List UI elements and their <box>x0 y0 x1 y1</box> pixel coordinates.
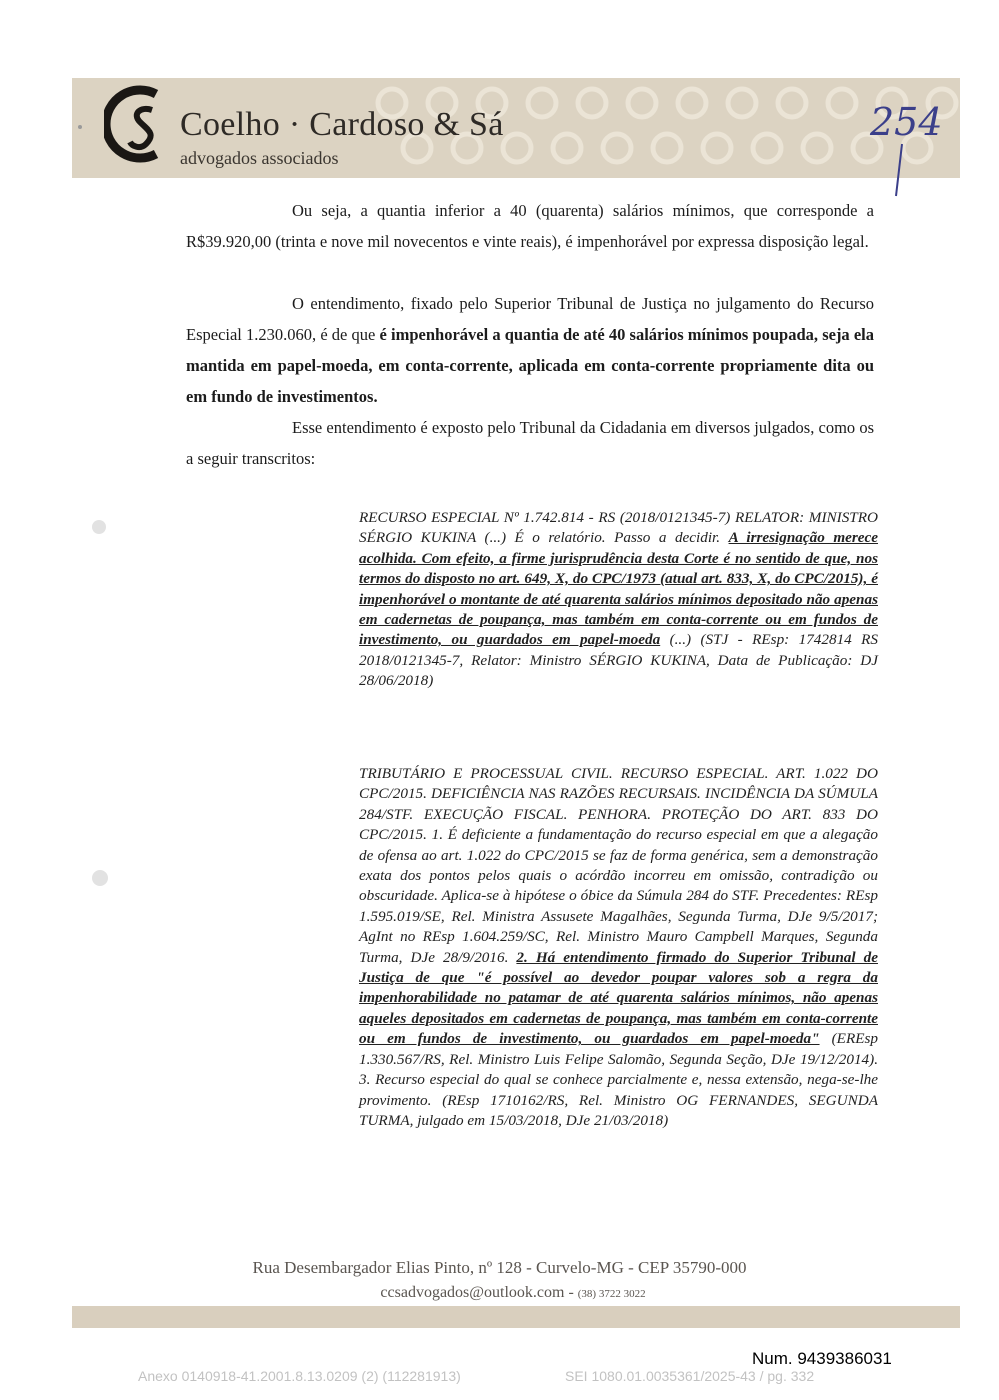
scan-speck <box>78 125 82 129</box>
body-paragraph-2 <box>186 288 874 412</box>
body-paragraph-3: Esse entendimento é exposto pelo Tribunal da Cidadania em diversos julgados, como os a seguir transcritos: <box>186 418 874 468</box>
paragraph-2-text: O entendimento, fixado pelo Superior Tribunal de Justiça no julgamento do Recurso Especial 1.230.060, é de que <box>186 294 874 344</box>
sei-stamp: SEI 1080.01.0035361/2025-43 / pg. 332 <box>565 1368 815 1384</box>
handwritten-rubric-icon <box>880 140 920 200</box>
firm-subtitle: advogados associados <box>180 148 339 168</box>
footer-email: ccsadvogados@outlook.com - <box>380 1284 578 1301</box>
footer-address: Rua Desembargador Elias Pinto, nº 128 - Curvelo-MG - CEP 35790-000 <box>252 1258 747 1277</box>
quote-2-underlined: 2. Há entendimento firmado do Superior Tribunal de Justiça de que "é possível ao devedor poupar valores sob a regra da impenhorabilidade no patamar de até quarenta salários mínimos, não apenas aqueles depositados em cadernetas de poupança, mas também em conta-corrente ou em fundos de investimento, ou guardados em papel-moeda" <box>359 948 878 1048</box>
jurisprudence-quote-1 <box>359 508 878 692</box>
body-paragraph-2-wrap <box>186 288 874 412</box>
anexo-stamp: Anexo 0140918-41.2001.8.13.0209 (2) (112281913) <box>138 1368 461 1384</box>
footer-band <box>72 1306 960 1328</box>
footer-phone: (38) 3722 3022 <box>577 1288 646 1300</box>
quote-1-lead: RECURSO ESPECIAL Nº 1.742.814 - RS (2018/0121345-7) RELATOR: MINISTRO SÉRGIO KUKINA (...) É o relatório. Passo a decidir. <box>359 509 878 547</box>
firm-name: Coelho · Cardoso & Sá <box>180 106 504 143</box>
scan-speck <box>92 520 106 534</box>
quote-2-lead: TRIBUTÁRIO E PROCESSUAL CIVIL. RECURSO ESPECIAL. ART. 1.022 DO CPC/2015. DEFICIÊNCIA NAS RAZÕES RECURSAIS. INCIDÊNCIA DA SÚMULA 284/STF. EXECUÇÃO FISCAL. PENHORA. PROTEÇÃO DO ART. 833 DO CPC/2015. 1. É deficiente a fundamentação do recurso especial em que a alegação de ofensa ao art. 1.022 do CPC/2015 se faz de forma genérica, sem a demonstração exata dos pontos pelos quais o acórdão incorreu em omissão, contradição ou obscuridade. Aplica-se à hipótese o óbice da Súmula 284 do STF. Precedentes: REsp 1.595.019/SE, Rel. Ministra Assusete Magalhães, Segunda Turma, DJe 9/5/2017; AgInt no REsp 1.604.259/SC, Rel. Ministro Mauro Campbell Marques, Segunda Turma, DJe 28/9/2016. <box>359 765 878 966</box>
body-paragraph-3-wrap <box>186 412 874 474</box>
cs-logo-icon <box>104 84 174 164</box>
footer-contact <box>0 1284 999 1302</box>
quote-2-tail: (EREsp 1.330.567/RS, Rel. Ministro Luis Felipe Salomão, Segunda Seção, DJe 19/12/2014). 3. Recurso especial do qual se conhece parcialmente e, nessa extensão, nega-se-lhe provimento. (REsp 1710162/RS, Rel. Ministro OG FERNANDES, SEGUNDA TURMA, julgado em 15/03/2018, DJe 21/03/2018) <box>359 1030 878 1129</box>
jurisprudence-quote-2 <box>359 764 878 1131</box>
handwritten-page-number: 254 <box>870 100 943 144</box>
quote-1-underlined: A irresignação merece acolhida. Com efeito, a firme jurisprudência desta Corte é no sentido de que, nos termos do disposto no art. 649, X, do CPC/1973 (atual art. 833, X, do CPC/2015), é impenhorável o montante de até quarenta salários mínimos depositado não apenas em cadernetas de poupança, mas também em conta-corrente ou em fundos de investimento, ou guardados em papel-moeda <box>359 529 879 649</box>
body-paragraph-1: Ou seja, a quantia inferior a 40 (quarenta) salários mínimos, que corresponde a R$39.920,00 (trinta e nove mil novecentos e vinte reais), é impenhorável por expressa disposição legal. <box>186 201 874 251</box>
body-paragraph-1-wrap <box>186 195 874 257</box>
quote-1-tail: (...) (STJ - REsp: 1742814 RS 2018/0121345-7, Relator: Ministro SÉRGIO KUKINA, Data de Publicação: DJ 28/06/2018) <box>359 631 879 690</box>
document-number: Num. 9439386031 <box>752 1349 892 1368</box>
paragraph-2-bold: é impenhorável a quantia de até 40 salários mínimos poupada, seja ela mantida em papel-moeda, em conta-corrente, aplicada em conta-corrente propriamente dita ou em fundo de investimentos. <box>186 325 875 406</box>
scan-speck <box>92 870 108 886</box>
